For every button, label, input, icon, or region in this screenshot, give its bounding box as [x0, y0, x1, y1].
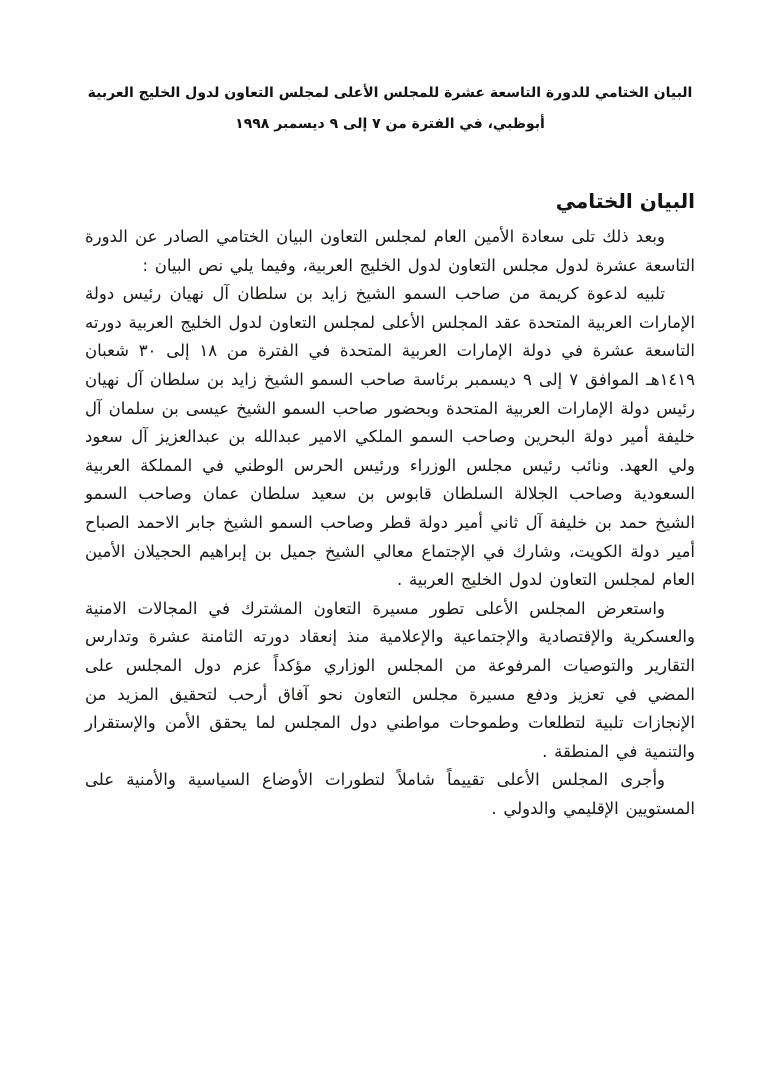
- paragraph-political-assessment: وأجرى المجلس الأعلى تقييماً شاملاً لتطورات الأوضاع السياسية والأمنية على المستويين الإقليمي والدولي .: [85, 770, 695, 818]
- document-body: [85, 223, 695, 823]
- document-title-line-2: أبوظبي، في الفترة من ٧ إلى ٩ ديسمبر ١٩٩٨: [235, 116, 545, 132]
- section-heading: البيان الختامي: [555, 189, 695, 213]
- document-title-line-1: البيان الختامي للدورة التاسعة عشرة للمجلس الأعلى لمجلس التعاون لدول الخليج العربية: [87, 85, 693, 101]
- document-title: [85, 78, 695, 140]
- paragraph-intro: وبعد ذلك تلى سعادة الأمين العام لمجلس التعاون البيان الختامي الصادر عن الدورة التاسعة عشرة لدول مجلس التعاون لدول الخليج العربية، وفيما يلي نص البيان :: [85, 227, 695, 275]
- paragraph-cooperation-review: واستعرض المجلس الأعلى تطور مسيرة التعاون المشترك في المجالات الامنية والعسكرية والإقتصادية والإجتماعية والإعلامية منذ إنعقاد دورته الثامنة عشرة وتدارس التقارير والتوصيات المرفوعة من المجلس الوزاري مؤكداً عزم دول المجلس على المضي في تعزيز ودفع مسيرة مجلس التعاون نحو آفاق أرحب لتحقيق المزيد من الإنجازات تلبية لتطلعات وطموحات مواطني دول المجلس لما يحقق الأمن والإستقرار والتنمية في المنطقة .: [85, 598, 695, 761]
- document-content: [85, 0, 695, 823]
- paragraph-session-opening: تلبيه لدعوة كريمة من صاحب السمو الشيخ زايد بن سلطان آل نهيان رئيس دولة الإمارات العربية المتحدة عقد المجلس الأعلى لمجلس التعاون لدول الخليج العربية دورته التاسعة عشرة في دولة الإمارات العربية المتحدة في الفترة من ١٨ إلى ٣٠ شعبان ١٤١٩هـ الموافق ٧ إلى ٩ ديسمبر برئاسة صاحب السمو الشيخ زايد بن سلطان آل نهيان رئيس دولة الإمارات العربية المتحدة وبحضور صاحب السمو الشيخ عيسى بن سلمان آل خليفة أمير دولة البحرين وصاحب السمو الملكي الامير عبدالله بن عبدالعزيز آل سعود ولي العهد. ونائب رئيس مجلس الوزراء ورئيس الحرس الوطني في المملكة العربية السعودية وصاحب الجلالة السلطان قابوس بن سعيد سلطان عمان وصاحب السمو الشيخ حمد بن خليفة آل ثاني أمير دولة قطر وصاحب السمو الشيخ جابر الاحمد الصباح أمير دولة الكويت، وشارك في الإجتماع معالي الشيخ جميل بن إبراهيم الحجيلان الأمين العام لمجلس التعاون لدول الخليج العربية .: [85, 284, 696, 590]
